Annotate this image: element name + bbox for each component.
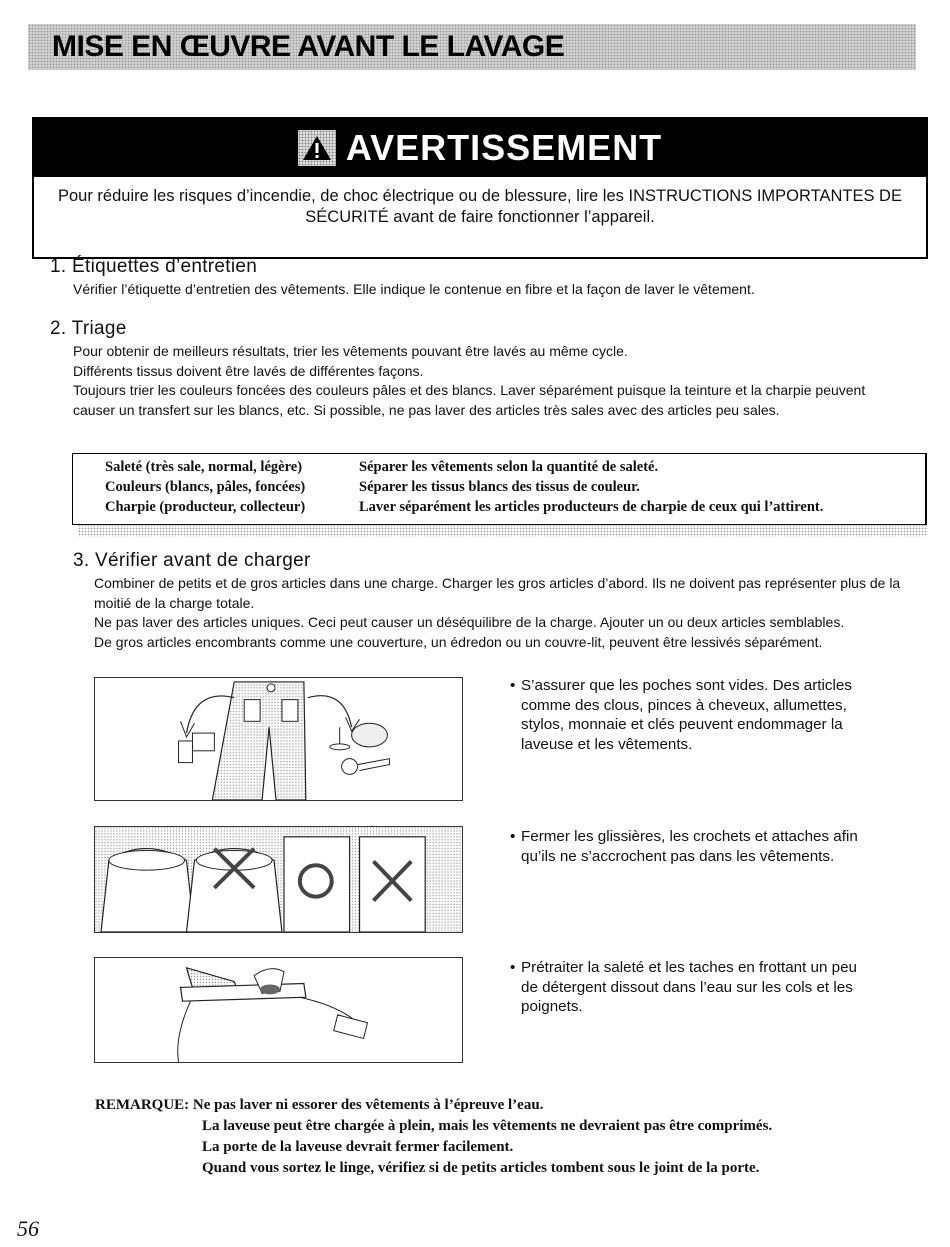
paragraph: Toujours trier les couleurs foncées des couleurs pâles et des blancs. Laver séparément puisque la teinture et la charpie peuvent causer un transfert sur les blancs, etc. Si possible, ne pas laver des articles très sales avec des articles peu sales. — [73, 382, 866, 418]
page-number: 56 — [17, 1216, 39, 1241]
table-cell-category: Charpie (producteur, collecteur) — [105, 499, 306, 515]
bullet-empty-pockets — [512, 676, 882, 754]
note-block — [95, 1095, 772, 1179]
bullet-close-zippers — [512, 827, 862, 866]
bullet-pretreat — [512, 958, 872, 1017]
section-body-check-before-loading — [94, 574, 934, 652]
page-title: MISE EN ŒUVRE AVANT LE LAVAGE — [52, 30, 565, 63]
bullet-text: Fermer les glissières, les crochets et attaches afin qu’ils ne s’accrochent pas dans les vêtements. — [521, 828, 858, 865]
note-line: Quand vous sortez le linge, vérifiez si de petits articles tombent sous le joint de la porte. — [202, 1160, 760, 1176]
section-body-sorting — [73, 342, 873, 420]
empty-pockets-illustration — [94, 677, 463, 801]
warning-triangle-icon — [298, 130, 336, 166]
section-body-care-labels — [73, 280, 933, 300]
table-cell-category: Saleté (très sale, normal, légère) — [105, 459, 303, 475]
paragraph: Combiner de petits et de gros articles dans une charge. Charger les gros articles d’abord. Ils ne doivent pas représenter plus de la moitié de la charge totale. — [94, 575, 901, 611]
table-cell-instruction: Laver séparément les articles producteurs de charpie de ceux qui l’attirent. — [359, 499, 824, 515]
note-line: La porte de la laveuse devrait fermer facilement. — [202, 1139, 514, 1155]
paragraph: Pour obtenir de meilleurs résultats, trier les vêtements pouvant être lavés au même cycle. — [73, 343, 628, 359]
bullet-marker: • — [510, 828, 516, 845]
table-cell-category: Couleurs (blancs, pâles, foncées) — [105, 479, 306, 495]
close-zippers-illustration — [94, 826, 463, 933]
bullet-marker: • — [510, 959, 516, 976]
paragraph: Vérifier l’étiquette d’entretien des vêtements. Elle indique le contenue en fibre et la façon de laver le vêtement. — [73, 281, 755, 297]
bullet-text: S’assurer que les poches sont vides. Des articles comme des clous, pinces à cheveux, allumettes, stylos, monnaie et clés peuvent endommager la laveuse et les vêtements. — [521, 677, 852, 753]
sorting-table — [72, 453, 927, 525]
warning-text: Pour réduire les risques d’incendie, de choc électrique ou de blessure, lire les INSTRUCTIONS IMPORTANTES DE SÉCURITÉ avant de faire fonctionner l’appareil. — [58, 187, 902, 226]
note-label: REMARQUE: — [95, 1097, 190, 1113]
pretreat-stains-illustration — [94, 957, 463, 1063]
note-line: Ne pas laver ni essorer des vêtements à l’épreuve l’eau. — [192, 1097, 544, 1113]
paragraph: De gros articles encombrants comme une couverture, un édredon ou un couvre-lit, peuvent être lessivés séparément. — [94, 633, 823, 650]
section-title-check-before-loading: 3. Vérifier avant de charger — [73, 550, 311, 571]
table-shadow — [78, 524, 928, 537]
paragraph: Ne pas laver des articles uniques. Ceci peut causer un déséquilibre de la charge. Ajouter un ou deux articles semblables. — [94, 614, 845, 630]
section-title-care-labels: 1. Étiquettes d’entretien — [50, 256, 258, 277]
warning-title: AVERTISSEMENT — [345, 127, 663, 168]
note-line: La laveuse peut être chargée à plein, mais les vêtements ne devraient pas être comprimés. — [202, 1118, 773, 1134]
section-title-sorting: 2. Triage — [50, 318, 127, 339]
bullet-marker: • — [510, 677, 516, 694]
paragraph: Différents tissus doivent être lavés de différentes façons. — [73, 362, 424, 379]
bullet-text: Prétraiter la saleté et les taches en frottant un peu de détergent dissout dans l’eau sur les cols et les poignets. — [521, 959, 858, 1015]
warning-box — [32, 117, 928, 259]
warning-header — [34, 119, 926, 177]
table-cell-instruction: Séparer les tissus blancs des tissus de couleur. — [359, 479, 640, 495]
table-cell-instruction: Séparer les vêtements selon la quantité de saleté. — [359, 459, 659, 475]
